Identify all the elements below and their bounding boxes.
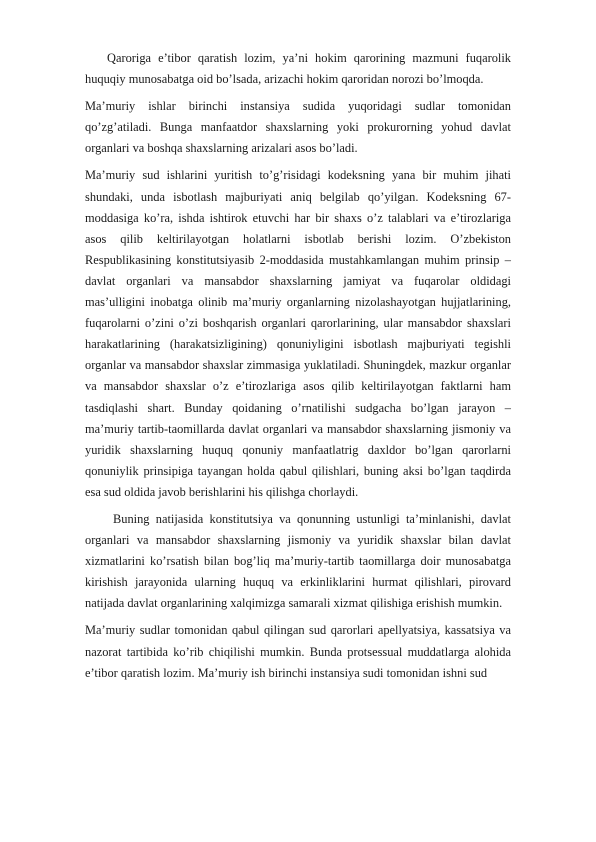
paragraph-2: Ma’muriy ishlar birinchi instansiya sudida yuqoridagi sudlar tomonidan qo’zg’atiladi. Bunga manfaatdor shaxslarning yoki prokurorning yohud davlat organlari va boshqa shaxslarning arizalari asos bo’ladi. <box>85 99 511 156</box>
paragraph-1: Qaroriga e’tibor qaratish lozim, ya’ni hokim qarorining mazmuni fuqarolik huquqiy munosabatga oid bo’lsada, arizachi hokim qaroridan norozi bo’lmoqda. <box>85 51 511 87</box>
paragraph-4: Buning natijasida konstitutsiya va qonunning ustunligi ta’minlanishi, davlat organlari va mansabdor shaxslarning jismoniy va yuridik shaxslar bilan davlat xizmatlarini ko’rsatish bilan bog’liq ma’muriy-tartib taomillarga doir munosabatga kirishish jarayonida ularning huquq va erkinliklarini hurmat qilishlari, pirovard natijada davlat organlarining xalqimizga samarali xizmat qilishiga erishish mumkin. <box>85 511 511 611</box>
document-page <box>85 48 511 690</box>
paragraph-5: Ma’muriy sudlar tomonidan qabul qilingan sud qarorlari apellyatsiya, kassatsiya va nazorat tartibida ko’rib chiqilishi mumkin. Bunda protsessual muddatlarga alohida e’tibor qaratish lozim. Ma’muriy ish birinchi instansiya sudi tomonidan ishni sud <box>85 623 511 680</box>
paragraph-3: Ma’muriy sud ishlarini yuritish to’g’risidagi kodeksning yana bir muhim jihati shundaki, unda isbotlash majburiyati aniq belgilab qo’yilgan. Kodeksning 67-moddasiga ko’ra, ishda ishtirok etuvchi har bir shaxs o’z talablari va e’tirozlariga asos qilib keltirilayotgan holatlarni isbotlab berishi lozim. O’zbekiston Respublikasining konstitutsiyasib 2-moddasida mustahkamlangan muhim prinsip – davlat organlari va mansabdor shaxslarning jamiyat va fuqarolar oldidagi mas’ulligini inobatga olinib ma’muriy organlarning nizolashayotgan hujjatlarining, fuqarolarni o’zini o’zi boshqarish organlari qarorlarining, ular mansabdor shaxslari harakatlarining (harakatsizligining) qonuniyligini isbotlash majburiyati tegishli organlar va mansabdor shaxslar zimmasiga yuklatiladi. Shuningdek, mazkur organlar va mansabdor shaxslar o’z e’tirozlariga asos qilib keltirilayotgan faktlarni ham tasdiqlashi shart. Bunday qoidaning o’rnatilishi sudgacha bo’lgan jarayon – ma’muriy tartib-taomillarda davlat organlari va mansabdor shaxslarning jismoniy va yuridik shaxslarning huquq qonuniy manfaatlatrig daxldor bo’lgan qarorlarni qonuniylik prinsipiga tayangan holda qabul qilishlari, buning aksi bo’lgan taqdirda esa sud oldida javob berishlarini his qilishga chorlaydi. <box>85 168 511 499</box>
